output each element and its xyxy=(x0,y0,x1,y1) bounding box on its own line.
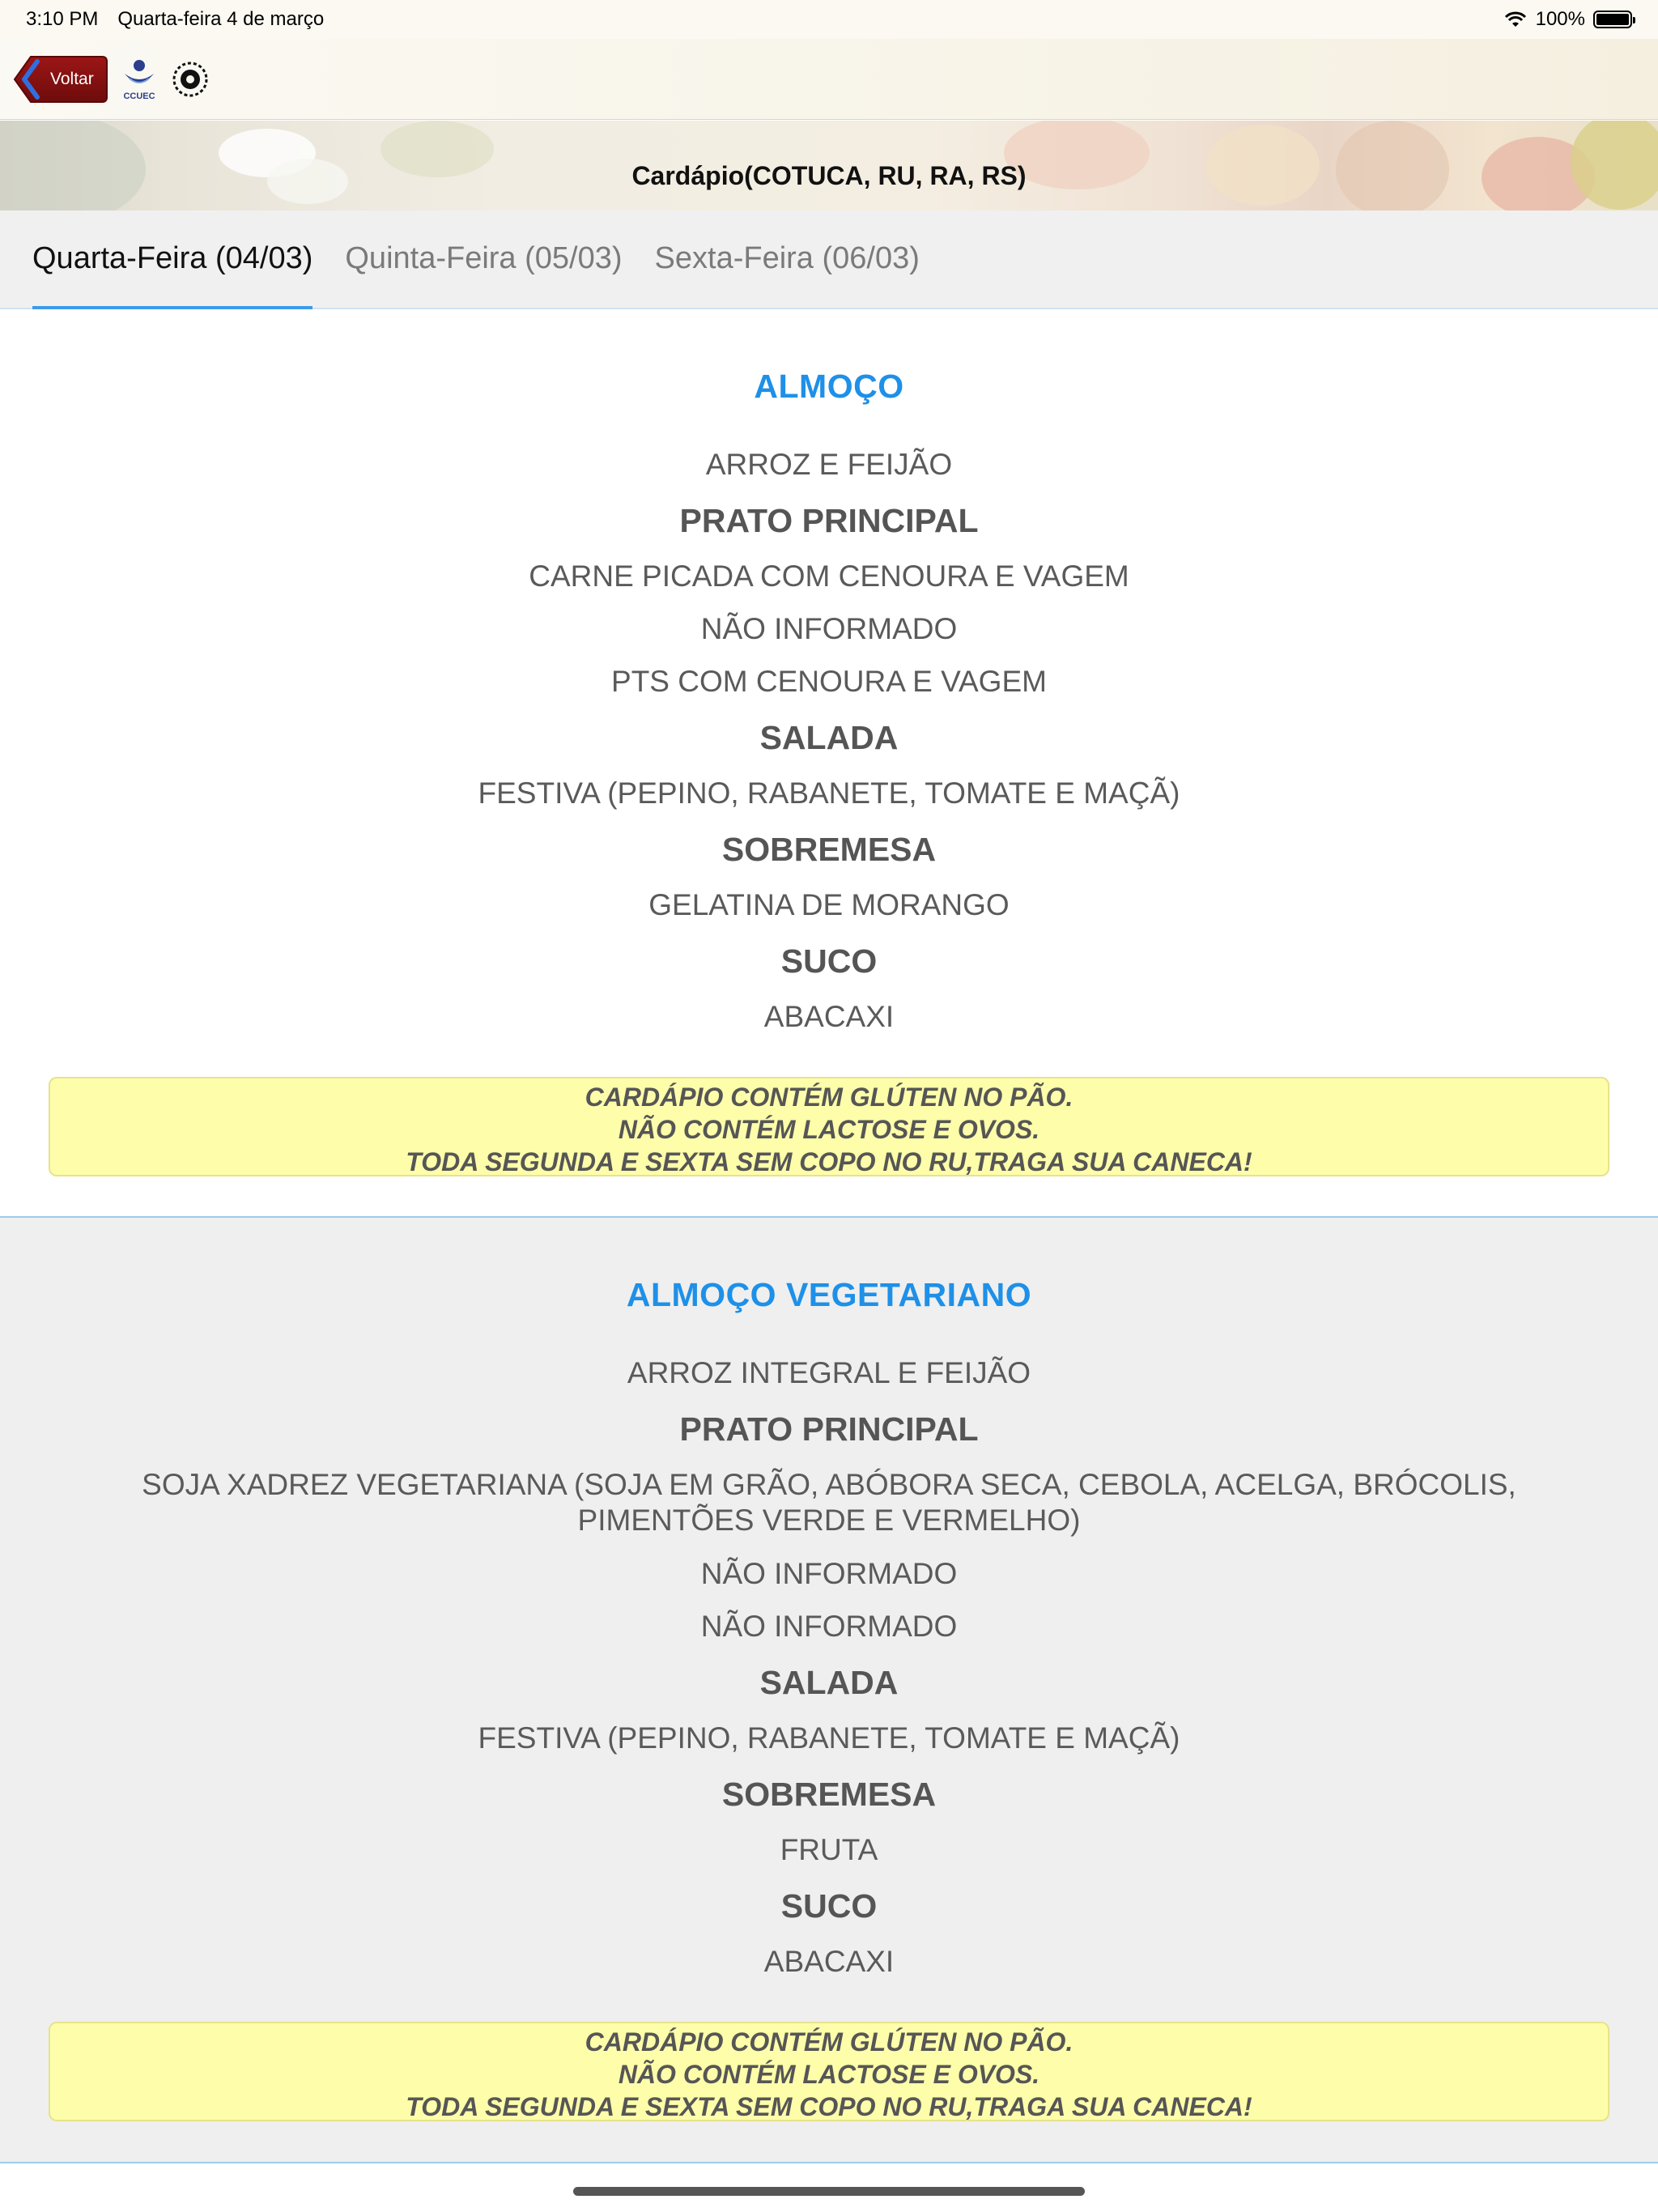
vegetariano-base: ARROZ INTEGRAL E FEIJÃO xyxy=(627,1356,1031,1389)
notice-line: TODA SEGUNDA E SEXTA SEM COPO NO RU,TRAGA SUA CANECA! xyxy=(406,2092,1252,2121)
almoco-prato-principal-3: PTS COM CENOURA E VAGEM xyxy=(611,665,1047,698)
ccuec-logo xyxy=(120,57,159,101)
navigation-bar xyxy=(0,39,1658,120)
battery-icon xyxy=(1593,11,1632,28)
notice-line: NÃO CONTÉM LACTOSE E OVOS. xyxy=(618,1115,1040,1144)
back-button-label: Voltar xyxy=(50,69,94,88)
back-button[interactable] xyxy=(13,55,108,104)
almoco-sobremesa: GELATINA DE MORANGO xyxy=(648,888,1010,921)
almoco-prato-principal-2: NÃO INFORMADO xyxy=(700,612,958,645)
vegetariano-prato-principal-1a: SOJA XADREZ VEGETARIANA (SOJA EM GRÃO, ABÓBORA SECA, CEBOLA, ACELGA, BRÓCOLIS, xyxy=(142,1468,1516,1501)
battery-percent: 100% xyxy=(1535,8,1585,30)
almoco-suco: ABACAXI xyxy=(763,1000,895,1033)
almoco-prato-principal-1: CARNE PICADA COM CENOURA E VAGEM xyxy=(529,559,1129,593)
vegetariano-allergen-notice xyxy=(49,2022,1609,2121)
vegetariano-sobremesa: FRUTA xyxy=(780,1833,878,1866)
notice-line: NÃO CONTÉM LACTOSE E OVOS. xyxy=(618,2060,1040,2089)
status-date: Quarta-feira 4 de março xyxy=(117,8,325,30)
tab-quarta-feira[interactable]: Quarta-Feira (04/03) xyxy=(32,211,312,309)
home-indicator[interactable] xyxy=(573,2187,1085,2196)
almoco-base: ARROZ E FEIJÃO xyxy=(705,448,953,481)
ccuec-logo-label: CCUEC xyxy=(123,91,155,101)
vegetariano-salada: FESTIVA (PEPINO, RABANETE, TOMATE E MAÇÃ) xyxy=(478,1721,1180,1755)
almoco-section xyxy=(0,309,1658,1218)
almoco-salada-heading: SALADA xyxy=(759,719,899,756)
vegetariano-prato-principal-1b: PIMENTÕES VERDE E VERMELHO) xyxy=(577,1504,1081,1537)
almoco-allergen-notice xyxy=(49,1077,1609,1176)
vegetariano-prato-principal-heading: PRATO PRINCIPAL xyxy=(679,1410,979,1448)
almoco-suco-heading: SUCO xyxy=(780,942,878,980)
vegetariano-prato-principal-2: NÃO INFORMADO xyxy=(700,1557,958,1590)
status-time: 3:10 PM xyxy=(26,8,99,30)
vegetariano-salada-heading: SALADA xyxy=(759,1664,899,1701)
status-bar xyxy=(0,0,1658,39)
almoco-salada: FESTIVA (PEPINO, RABANETE, TOMATE E MAÇÃ) xyxy=(478,776,1180,810)
page-title: Cardápio(COTUCA, RU, RA, RS) xyxy=(631,161,1027,190)
wifi-icon xyxy=(1503,11,1528,28)
vegetariano-sobremesa-heading: SOBREMESA xyxy=(721,1776,937,1813)
notice-line: CARDÁPIO CONTÉM GLÚTEN NO PÃO. xyxy=(585,1083,1073,1112)
header-banner xyxy=(0,121,1658,211)
almoco-title: ALMOÇO xyxy=(754,368,904,405)
almoco-vegetariano-title: ALMOÇO VEGETARIANO xyxy=(626,1276,1032,1313)
notice-line: CARDÁPIO CONTÉM GLÚTEN NO PÃO. xyxy=(585,2027,1073,2057)
vegetariano-prato-principal-3: NÃO INFORMADO xyxy=(700,1610,958,1643)
tab-sexta-feira[interactable]: Sexta-Feira (06/03) xyxy=(654,241,920,275)
tab-quinta-feira[interactable]: Quinta-Feira (05/03) xyxy=(345,241,623,275)
vegetariano-suco-heading: SUCO xyxy=(780,1887,878,1925)
day-tabs xyxy=(0,211,1658,309)
status-indicators xyxy=(1503,8,1632,31)
almoco-prato-principal-heading: PRATO PRINCIPAL xyxy=(679,502,979,539)
unicamp-logo-icon xyxy=(172,61,209,98)
vegetariano-suco: ABACAXI xyxy=(763,1945,895,1978)
ccuec-logo-icon xyxy=(120,57,159,90)
notice-line: TODA SEGUNDA E SEXTA SEM COPO NO RU,TRAGA SUA CANECA! xyxy=(406,1147,1252,1176)
almoco-sobremesa-heading: SOBREMESA xyxy=(721,831,937,868)
almoco-vegetariano-section xyxy=(0,1218,1658,2163)
